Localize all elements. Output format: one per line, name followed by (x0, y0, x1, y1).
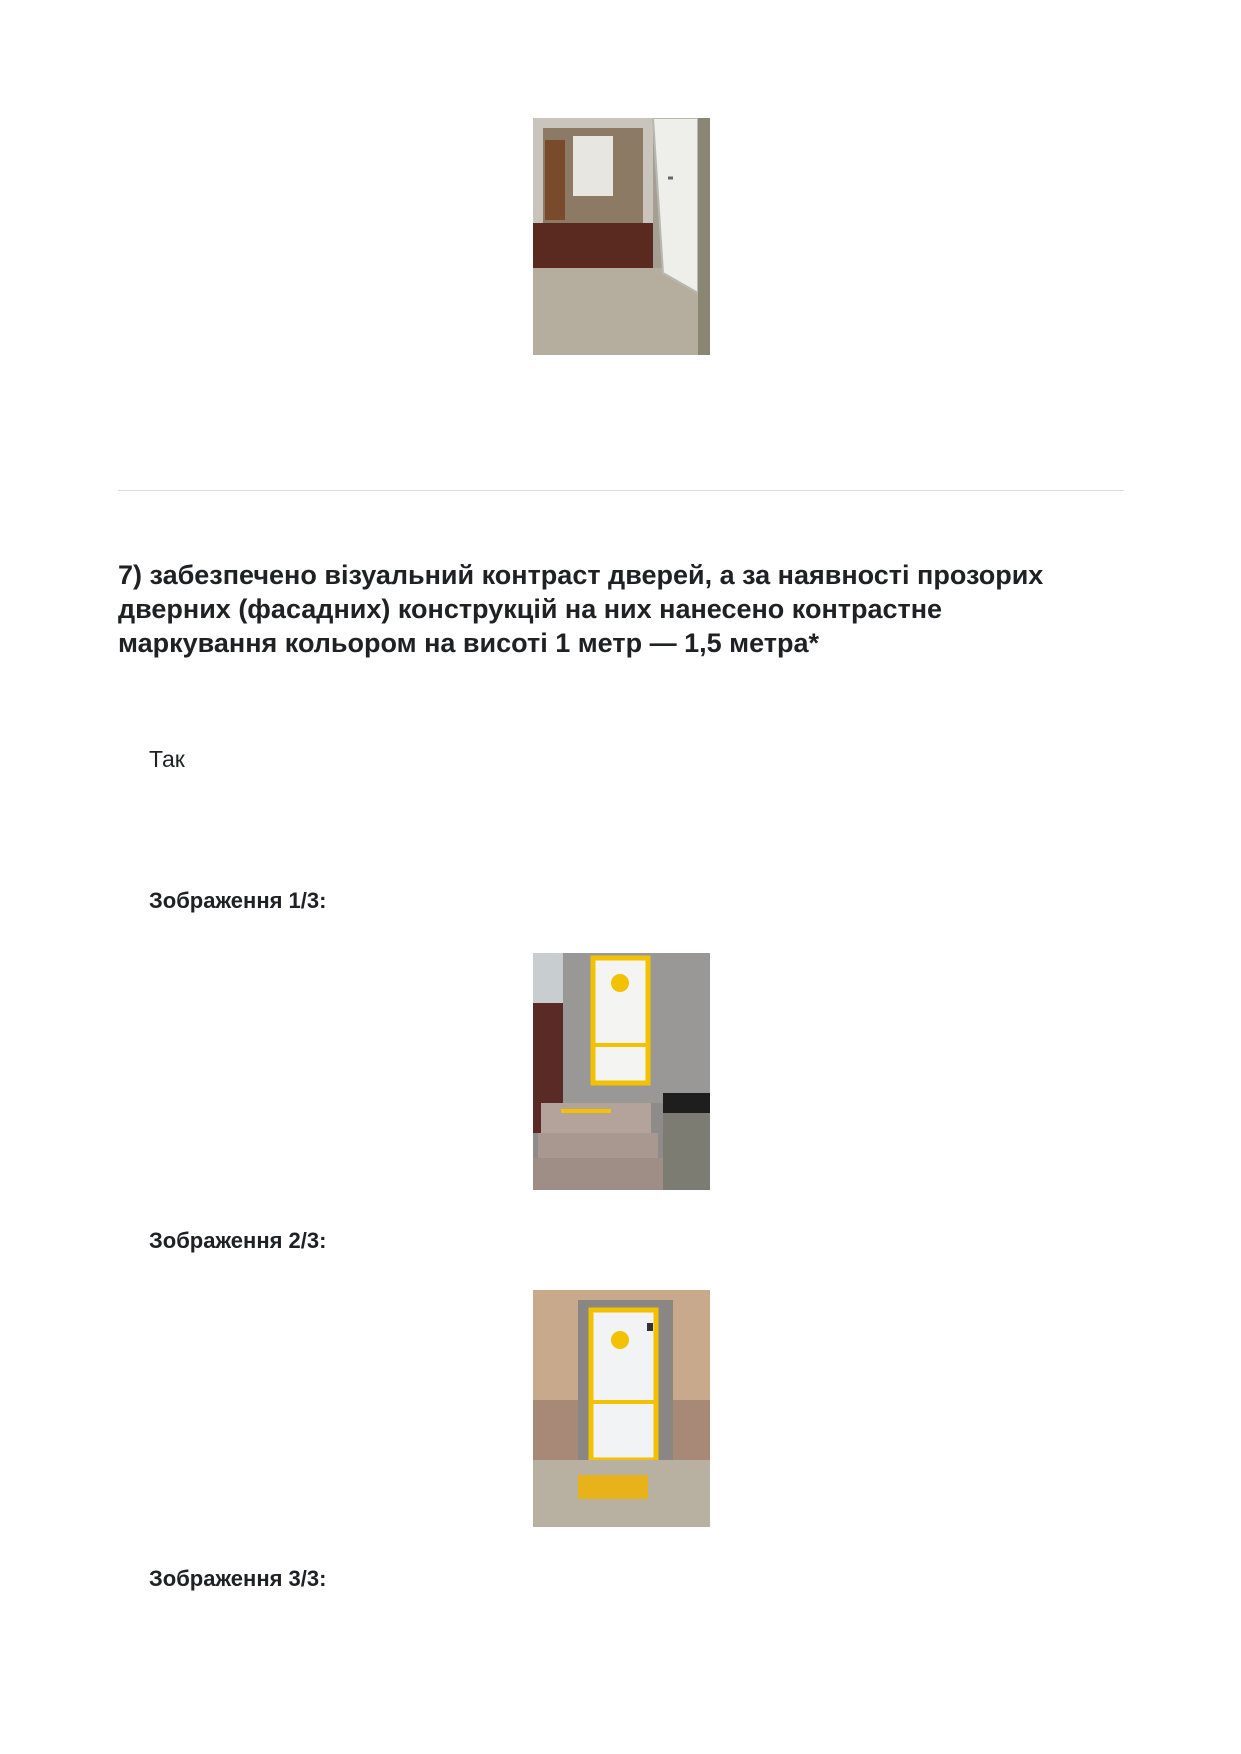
question-title (118, 558, 1098, 660)
door-steps-image (533, 953, 710, 1190)
photo-door-tactile (533, 1290, 710, 1527)
photo-open-door (533, 118, 710, 355)
photo-door-steps (533, 953, 710, 1190)
door-tactile-image (533, 1290, 710, 1527)
question-line-2: дверних (фасадних) конструкцій на них нанесено контрастне (118, 594, 943, 624)
question-line-3: маркування кольором на висоті 1 метр — 1,5 метра* (118, 628, 819, 658)
answer-value: Так (149, 746, 185, 772)
section-divider (118, 490, 1124, 491)
image-label-1: Зображення 1/3: (149, 888, 327, 913)
open-door-image (533, 118, 710, 355)
image-label-3: Зображення 3/3: (149, 1566, 327, 1591)
question-line-1: 7) забезпечено візуальний контраст дверей, а за наявності прозорих (118, 560, 1044, 590)
image-label-2: Зображення 2/3: (149, 1228, 327, 1253)
